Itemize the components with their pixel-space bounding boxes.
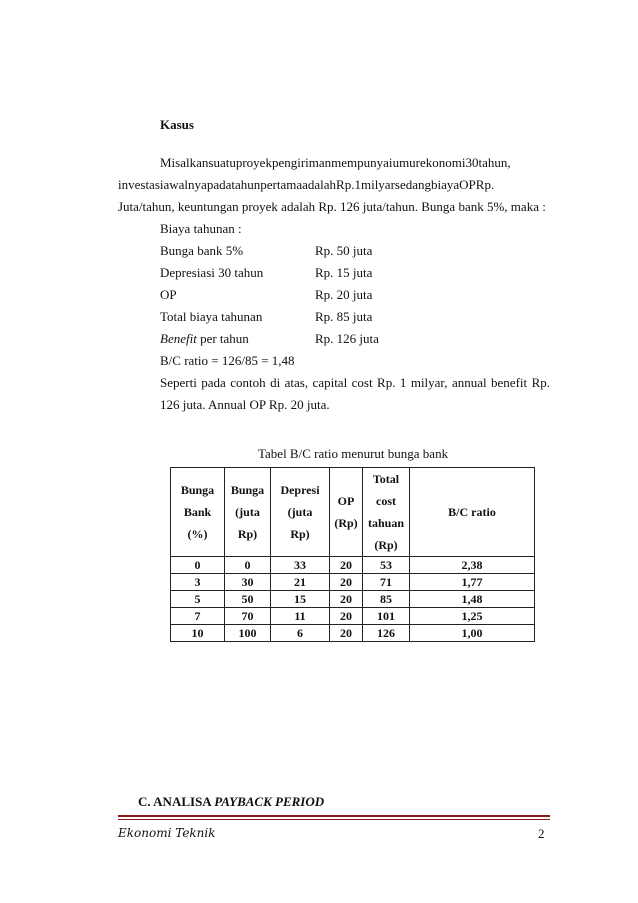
table-cell: 1,00 (410, 625, 535, 642)
paragraph-word: Rp. (336, 177, 355, 192)
table-header-cell: OP (Rp) (330, 468, 363, 557)
cost-label: OP (160, 287, 177, 302)
cost-label: Bunga bank 5% (160, 243, 244, 258)
cost-value: Rp. 15 juta (315, 265, 373, 280)
table-cell: 71 (363, 574, 410, 591)
table-cell: 15 (271, 591, 330, 608)
paragraph-word: pertama (260, 177, 303, 192)
paragraph-word: OP (459, 177, 476, 192)
table-header-cell: B/C ratio (410, 468, 535, 557)
bc-ratio-table (170, 467, 535, 642)
heading-kasus: Kasus (160, 117, 194, 132)
paragraph-word: proyek (235, 155, 272, 170)
summary-word: pada (201, 375, 226, 390)
costs-title: Biaya tahunan : (160, 221, 242, 236)
cost-label: Depresiasi 30 tahun (160, 265, 264, 280)
table-cell: 101 (363, 608, 410, 625)
summary-word: Rp. (377, 375, 396, 390)
cost-row (160, 240, 550, 262)
table-row (171, 557, 535, 574)
footer-title: Ekonomi Teknik (118, 826, 216, 840)
table-cell: 7 (171, 608, 225, 625)
summary-word: di (270, 375, 281, 390)
table-header-cell: Total cost tahuan (Rp) (363, 468, 410, 557)
table-cell: 1,25 (410, 608, 535, 625)
paragraph-word: umur (392, 155, 421, 170)
table-cell: 3 (171, 574, 225, 591)
cost-row (160, 284, 550, 306)
cost-row (160, 262, 550, 284)
paragraph-word: pengiriman (271, 155, 332, 170)
table-cell: 20 (330, 608, 363, 625)
paragraph-word: milyar (360, 177, 395, 192)
table-row (171, 625, 535, 642)
cost-value: Rp. 50 juta (315, 243, 373, 258)
table-cell: 33 (271, 557, 330, 574)
benefit-value: Rp. 126 juta (315, 331, 379, 346)
table-cell: 126 (363, 625, 410, 642)
paragraph-word: Rp. (475, 177, 495, 192)
summary-word: Rp. (531, 375, 550, 390)
annual-costs (160, 218, 550, 416)
table-cell: 21 (271, 574, 330, 591)
table-cell: 100 (225, 625, 271, 642)
table-cell: 0 (171, 557, 225, 574)
cost-label: Total biaya tahunan (160, 309, 263, 324)
paragraph-word: sedang (394, 177, 432, 192)
benefit-row (160, 328, 550, 350)
paragraph-word: biaya (431, 177, 460, 192)
summary-word: capital (312, 375, 348, 390)
table-cell: 85 (363, 591, 410, 608)
paragraph-word: ekonomi (420, 155, 466, 170)
summary-word: contoh (230, 375, 266, 390)
cost-row (160, 306, 550, 328)
table-cell: 20 (330, 591, 363, 608)
cost-rows (160, 240, 550, 328)
table-header-row (171, 468, 535, 557)
paragraph-word: tahun (231, 177, 261, 192)
footer-rule-thick (118, 815, 550, 817)
table-cell: 30 (225, 574, 271, 591)
table-cell: 20 (330, 625, 363, 642)
summary-word: annual (451, 375, 487, 390)
paragraph-line-3: Juta/tahun, keuntungan proyek adalah Rp. 126 juta/tahun. Bunga bank 5%, maka : (118, 199, 546, 214)
paragraph-word: 30 (465, 155, 479, 170)
section-c-heading: C. ANALISA PAYBACK PERIOD (138, 794, 325, 809)
table-cell: 1,77 (410, 574, 535, 591)
summary-word: benefit (491, 375, 528, 390)
table-cell: 2,38 (410, 557, 535, 574)
table-body (171, 557, 535, 642)
paragraph-word: adalah (302, 177, 337, 192)
table-cell: 1,48 (410, 591, 535, 608)
summary-word: cost (351, 375, 373, 390)
summary-line-1 (160, 372, 550, 394)
benefit-label: Benefit per tahun (160, 331, 249, 346)
paragraph-word: mempunyai (331, 155, 393, 170)
cost-value: Rp. 20 juta (315, 287, 373, 302)
table-cell: 11 (271, 608, 330, 625)
summary-word: 1 (399, 375, 407, 390)
summary-word: atas, (284, 375, 309, 390)
table-header-cell: Depresi (juta Rp) (271, 468, 330, 557)
paragraph-line-2 (118, 174, 547, 196)
table-cell: 6 (271, 625, 330, 642)
table-cell: 10 (171, 625, 225, 642)
table-cell: 20 (330, 574, 363, 591)
summary-line-2: 126 juta. Annual OP Rp. 20 juta. (160, 397, 330, 412)
table-header-cell: Bunga (juta Rp) (225, 468, 271, 557)
table-row (171, 608, 535, 625)
table-cell: 0 (225, 557, 271, 574)
paragraph-word: investasi (118, 177, 164, 192)
footer-rule-thin (118, 819, 550, 820)
paragraph-word: tahun, (478, 155, 511, 170)
page-number: 2 (538, 826, 545, 841)
summary-word: Seperti (160, 375, 197, 390)
table-cell: 53 (363, 557, 410, 574)
paragraph-word: 1 (354, 177, 361, 192)
table-cell: 20 (330, 557, 363, 574)
table-row (171, 574, 535, 591)
table-caption: Tabel B/C ratio menurut bunga bank (258, 446, 449, 461)
intro-paragraph (118, 152, 547, 218)
paragraph-word: suatu (208, 155, 236, 170)
paragraph-line-1 (118, 152, 547, 174)
paragraph-word: awalnya (163, 177, 207, 192)
paragraph-word: Misalkan (160, 155, 209, 170)
cost-value: Rp. 85 juta (315, 309, 373, 324)
paragraph-word: pada (206, 177, 232, 192)
summary-word: milyar, (410, 375, 448, 390)
bc-ratio-line: B/C ratio = 126/85 = 1,48 (160, 353, 295, 368)
table-cell: 50 (225, 591, 271, 608)
table-header-cell: Bunga Bank (%) (171, 468, 225, 557)
table-cell: 5 (171, 591, 225, 608)
table-row (171, 591, 535, 608)
table-cell: 70 (225, 608, 271, 625)
